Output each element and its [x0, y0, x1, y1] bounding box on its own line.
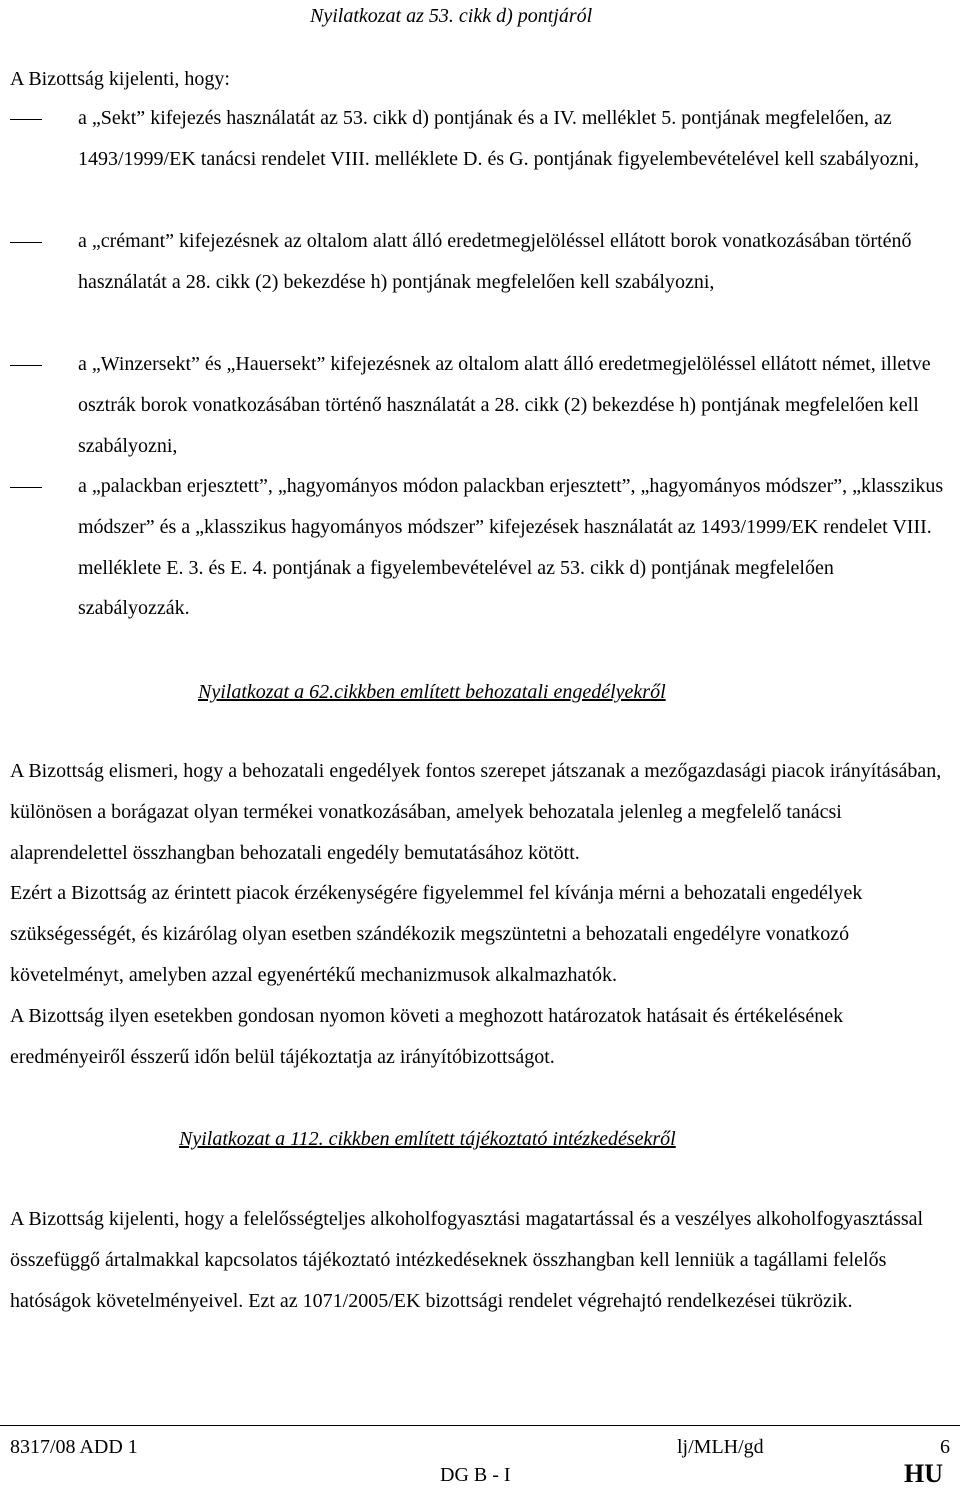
- section1-heading: Nyilatkozat az 53. cikk d) pontjáról: [310, 5, 593, 27]
- bullet-text: a „crémant” kifejezésnek az oltalom alatt álló eredetmegjelöléssel ellátott borok vonatkozásában történő használatát a 28. cikk (2) bekezdése h) pontjának megfelelően kell szabályozni,: [78, 230, 912, 293]
- footer-page-number: 6: [940, 1436, 950, 1458]
- section2-heading: Nyilatkozat a 62.cikkben említett behozatali engedélyekről: [198, 681, 666, 703]
- dash-icon: [10, 365, 42, 366]
- footer-language-code: HU: [904, 1459, 943, 1488]
- section3-heading: Nyilatkozat a 112. cikkben említett tájékoztató intézkedésekről: [179, 1128, 676, 1150]
- footer-divider: [0, 1425, 960, 1426]
- section2-paragraph: Ezért a Bizottság az érintett piacok érzékenységére figyelemmel fel kívánja mérni a behozatali engedélyek szükségességét, és kizárólag olyan esetben szándékozik megszüntetni a behozatali engedélyre vonatkozó követelményt, amelyben azzal egyenértékű mechanizmusok alkalmazhatók.: [10, 882, 863, 986]
- bullet-text: a „Sekt” kifejezés használatát az 53. cikk d) pontjának és a IV. melléklet 5. pontjának megfelelően, az 1493/1999/EK tanácsi rendelet VIII. melléklete D. és G. pontjának figyelembevételével kell szabályozni,: [78, 107, 920, 170]
- footer-author: lj/MLH/gd: [677, 1436, 764, 1458]
- bullet-text: a „palackban erjesztett”, „hagyományos módon palackban erjesztett”, „hagyományos módszer”, „klasszikus módszer” és a „klasszikus hagyományos módszer” kifejezések használatát az 1493/1999/EK rendelet VIII. melléklete E. 3. és E. 4. pontjának a figyelembevételével az 53. cikk d) pontjának megfelelően szabályozzák.: [78, 475, 944, 620]
- section2-paragraph: A Bizottság elismeri, hogy a behozatali engedélyek fontos szerepet játszanak a mezőgazdasági piacok irányításában, különösen a borágazat olyan termékei vonatkozásában, amelyek behozatala jelenleg a megfelelő tanácsi alaprendelettel összhangban behozatali engedély bemutatásához kötött.: [10, 760, 942, 864]
- bullet-text: a „Winzersekt” és „Hauersekt” kifejezésnek az oltalom alatt álló eredetmegjelöléssel ellátott német, illetve osztrák borok vonatkozásában történő használatát a 28. cikk (2) bekezdése h) pontjának megfelelően kell szabályozni,: [78, 353, 931, 457]
- dash-icon: [10, 242, 42, 243]
- dash-icon: [10, 119, 42, 120]
- footer-doc-ref: 8317/08 ADD 1: [10, 1436, 138, 1458]
- section2-paragraph: A Bizottság ilyen esetekben gondosan nyomon követi a meghozott határozatok hatásait és értékelésének eredményeiről ésszerű időn belül tájékoztatja az irányítóbizottságot.: [10, 1005, 844, 1068]
- section3-paragraph: A Bizottság kijelenti, hogy a felelősségteljes alkoholfogyasztási magatartással és a veszélyes alkoholfogyasztással összefüggő ártalmakkal kapcsolatos tájékoztató intézkedéseknek összhangban kell lenniük a tagállami felelős hatóságok követelményeivel. Ezt az 1071/2005/EK bizottsági rendelet végrehajtó rendelkezései tükrözik.: [10, 1208, 924, 1312]
- footer-dg: DG B - I: [440, 1464, 511, 1486]
- section1-intro: A Bizottság kijelenti, hogy:: [10, 68, 230, 90]
- dash-icon: [10, 487, 42, 488]
